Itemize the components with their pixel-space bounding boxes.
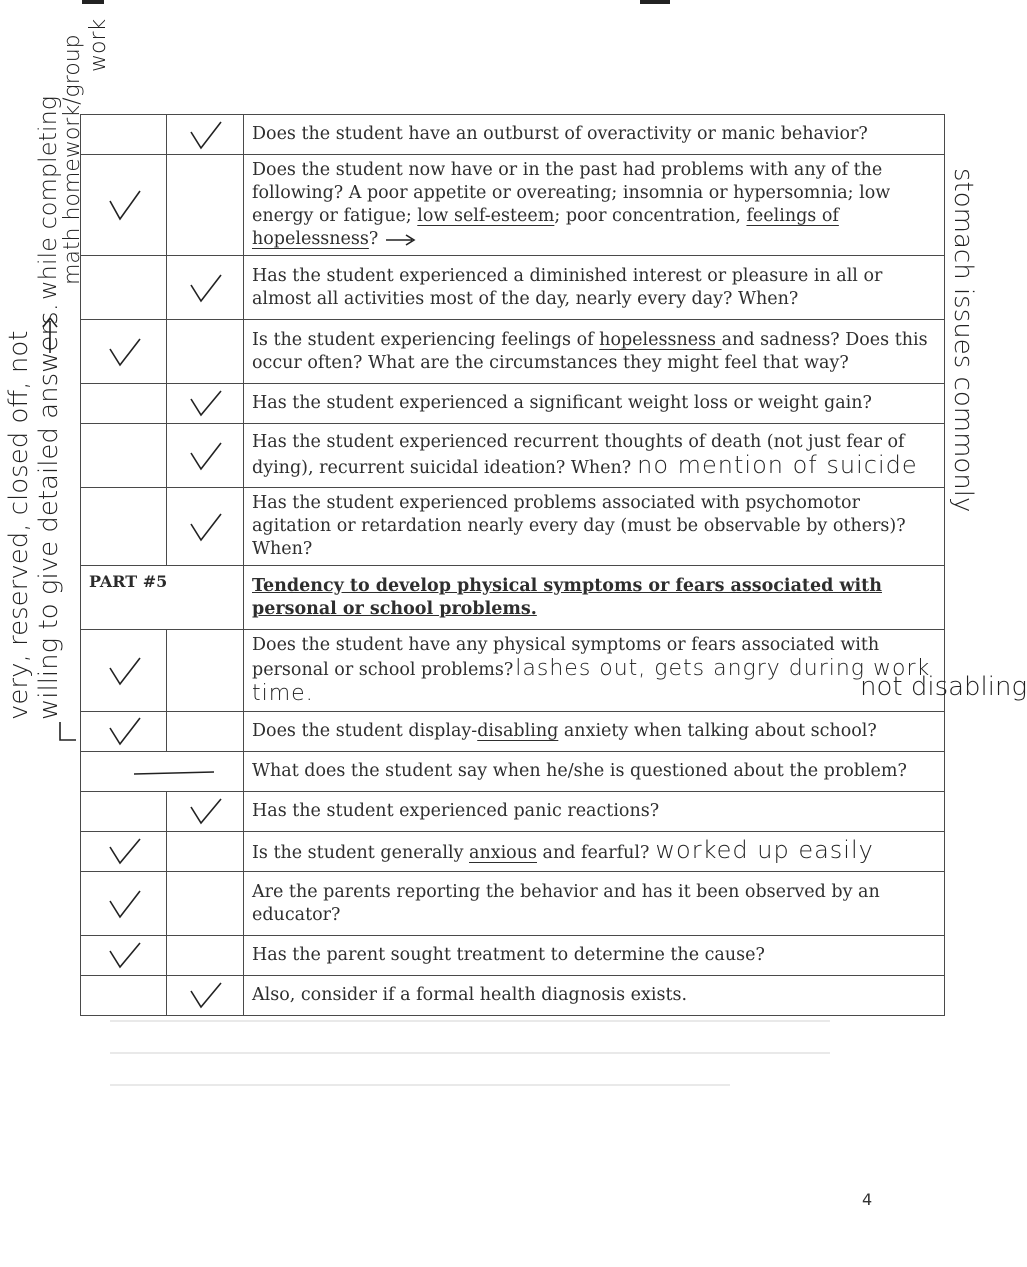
- checkmark-icon: [104, 837, 144, 867]
- table-row: [81, 832, 945, 872]
- table-row: [81, 630, 945, 712]
- question-text: Are the parents reporting the behavior and has it been observed by an educator?: [244, 872, 945, 936]
- checkmark-icon: [185, 981, 225, 1011]
- handwritten-margin-note: while completing: [34, 95, 62, 300]
- table-row: [81, 424, 945, 488]
- handwritten-note: worked up easily: [655, 835, 874, 864]
- question-text: Does the student have an outburst of overactivity or manic behavior?: [244, 115, 945, 155]
- question-text: Has the student experienced panic reactions?: [244, 792, 945, 832]
- question-text: Does the student have any physical symptoms or fears associated with personal or school problems?lashes out, gets angry during work time.: [244, 630, 945, 712]
- checkmark-icon: [104, 887, 144, 921]
- checkmark-icon: [185, 797, 225, 827]
- checkmark-icon: [185, 118, 225, 152]
- handwritten-margin-note: willing to give detailed answers.: [34, 303, 64, 720]
- table-row: [81, 384, 945, 424]
- table-row: [81, 256, 945, 320]
- question-text: Has the student experienced recurrent thoughts of death (not just fear of dying), recurrent suicidal ideation? When? no mention of suicide: [244, 424, 945, 488]
- scan-mark: [82, 0, 104, 4]
- handwritten-note: not disabling: [860, 672, 1027, 702]
- handwritten-note: lashes out, gets angry during work time.: [252, 656, 931, 706]
- checkmark-icon: [185, 510, 225, 544]
- checkmark-icon: [185, 389, 225, 419]
- question-text: Also, consider if a formal health diagnosis exists.: [244, 976, 945, 1016]
- question-text: Is the student generally anxious and fearful? worked up easily: [244, 832, 945, 872]
- checkmark-icon: [104, 716, 144, 748]
- table-row: [81, 488, 945, 566]
- underlined-phrase: disabling: [477, 721, 559, 741]
- section-header-row: [81, 566, 945, 630]
- checkmark-icon: [185, 271, 225, 305]
- underlined-phrase: anxious: [469, 842, 537, 863]
- table-row: [81, 752, 945, 792]
- checkmark-icon: [104, 941, 144, 971]
- arrow-bracket-icon: [54, 720, 80, 746]
- question-text: Has the student experienced a significant weight loss or weight gain?: [244, 384, 945, 424]
- checkmark-icon: [104, 335, 144, 369]
- table-row: [81, 712, 945, 752]
- question-text: What does the student say when he/she is questioned about the problem?: [244, 752, 945, 792]
- bleed-through-line: [110, 1084, 730, 1086]
- handwritten-margin-note: stomach issues commonly: [948, 168, 978, 513]
- table-row: [81, 976, 945, 1016]
- part-title: Tendency to develop physical symptoms or fears associated with personal or school problems.: [244, 566, 945, 630]
- checkmark-icon: [104, 654, 144, 688]
- dash-mark-icon: [82, 762, 242, 782]
- checkmark-icon: [185, 439, 225, 473]
- table-row: [81, 872, 945, 936]
- arrow-icon: [38, 315, 62, 355]
- table-row: [81, 792, 945, 832]
- bleed-through-line: [110, 1020, 830, 1022]
- table-row: [81, 115, 945, 155]
- question-text: Has the parent sought treatment to determine the cause?: [244, 936, 945, 976]
- question-text: Is the student experiencing feelings of hopelessness and sadness? Does this occur often? What are the circumstances they might feel that way?: [244, 320, 945, 384]
- underlined-phrase: hopelessness: [599, 329, 722, 350]
- question-text: Has the student experienced a diminished interest or pleasure in all or almost all activities most of the day, nearly every day? When?: [244, 256, 945, 320]
- bleed-through-line: [110, 1052, 830, 1054]
- table-row: [81, 155, 945, 256]
- table-row: [81, 936, 945, 976]
- table-row: [81, 320, 945, 384]
- question-text: Does the student now have or in the past had problems with any of the following? A poor appetite or overeating; insomnia or hypersomnia; low energy or fatigue; low self-esteem; poor concentration, feelings of hopelessness?: [244, 155, 945, 256]
- question-text: Has the student experienced problems associated with psychomotor agitation or retardation nearly every day (must be observable by others)? When?: [244, 488, 945, 566]
- arrow-right-icon: [384, 233, 418, 247]
- page-number: 4: [862, 1190, 873, 1209]
- scan-mark: [640, 0, 670, 4]
- checklist-table: [80, 114, 945, 1016]
- underlined-phrase: low self-esteem: [417, 206, 555, 226]
- question-text: Does the student display-disabling anxiety when talking about school?: [244, 712, 945, 752]
- handwritten-margin-note: work: [86, 18, 111, 72]
- handwritten-margin-note: very, reserved, closed off, not: [4, 330, 34, 720]
- underlined-phrase: feelings of hopelessness: [252, 206, 839, 249]
- checkmark-icon: [104, 187, 144, 223]
- handwritten-note: no mention of suicide: [637, 451, 918, 479]
- part-label: PART #5: [81, 566, 244, 630]
- handwritten-margin-note: math homework/group: [60, 34, 85, 285]
